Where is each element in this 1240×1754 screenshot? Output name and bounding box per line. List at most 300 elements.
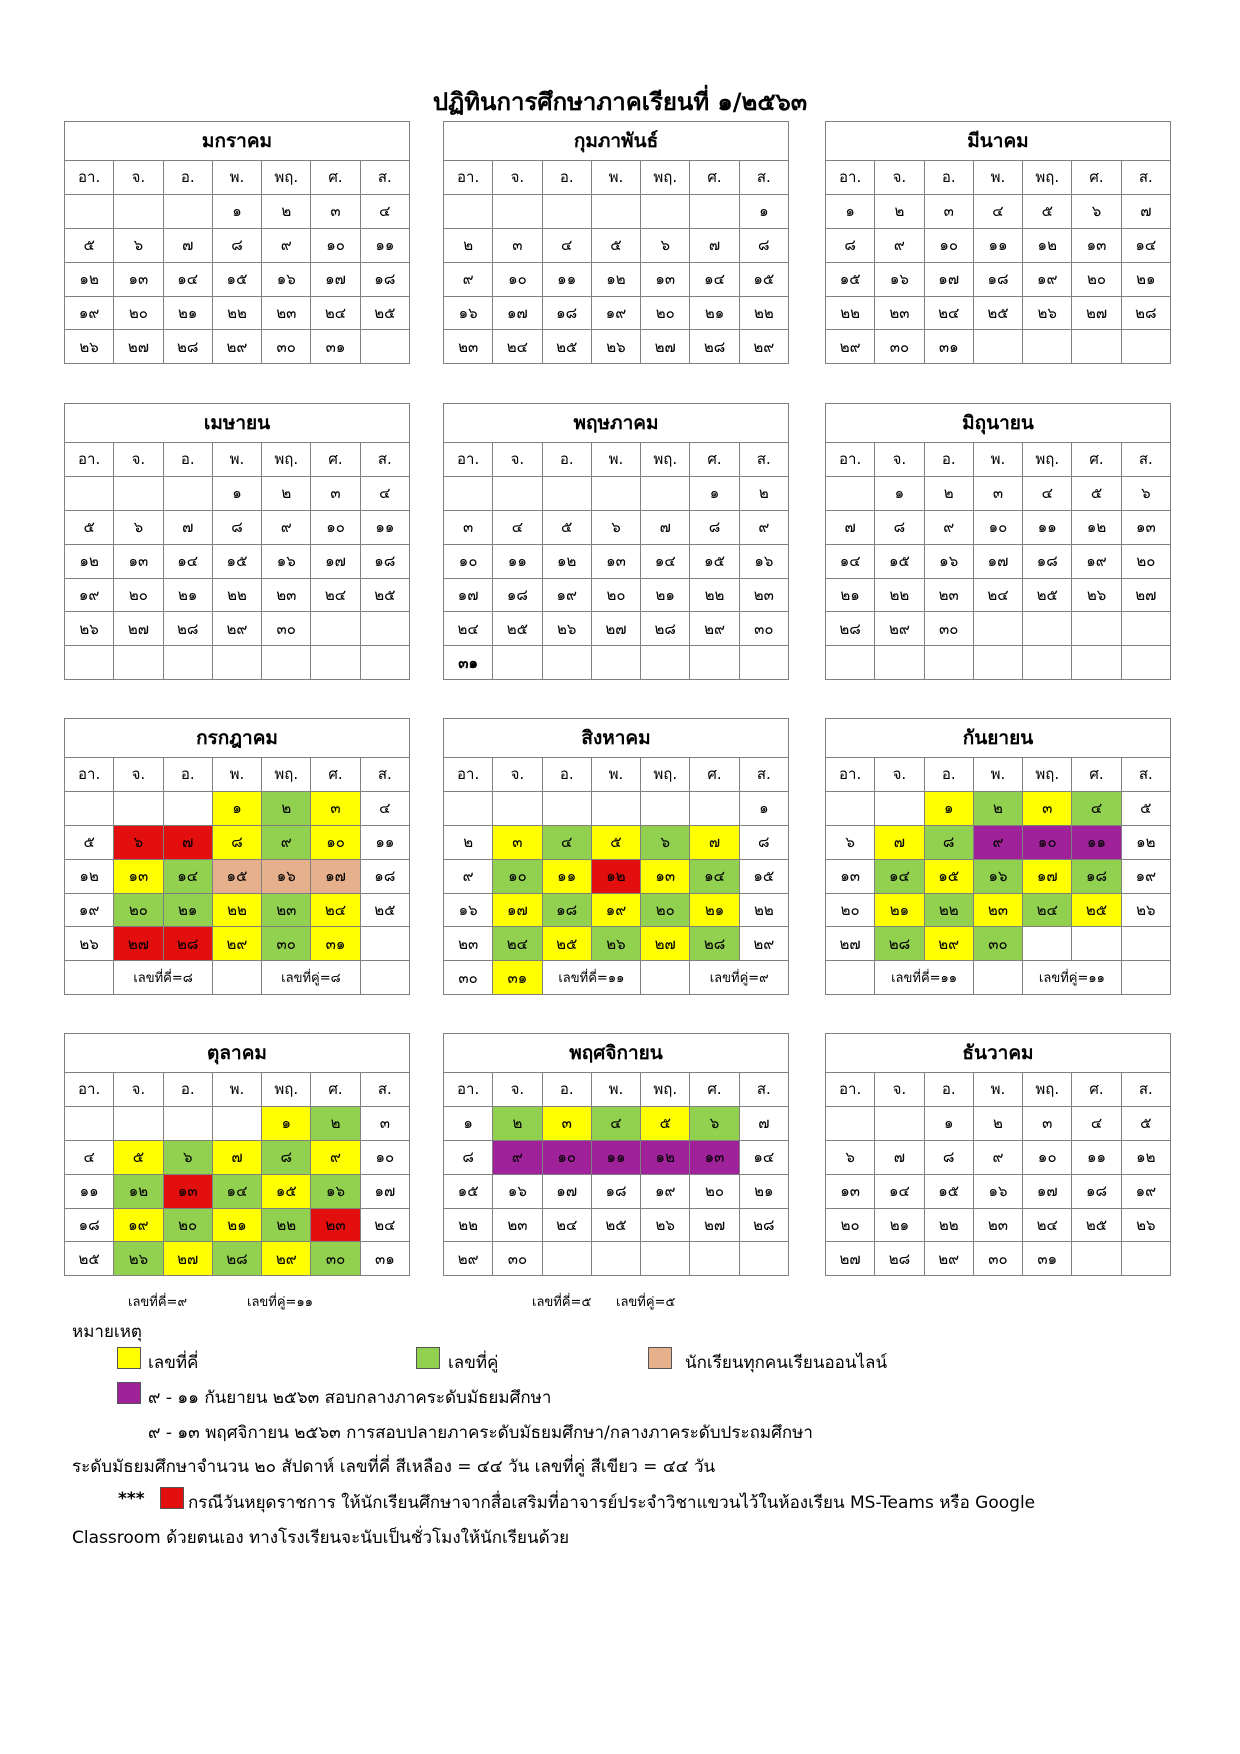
day-cell: ๑๒ (65, 544, 114, 578)
day-cell: ๖ (690, 1106, 739, 1140)
day-cell: ๒๗ (591, 612, 640, 646)
weekday-header: อ. (924, 758, 973, 792)
weekday-header: ศ. (690, 1073, 739, 1107)
day-cell: ๕ (1121, 791, 1170, 825)
day-cell: ๒๗ (641, 927, 690, 961)
day-cell: ๙ (493, 1140, 542, 1174)
legend-even: เลขที่คู่ (448, 1353, 499, 1373)
day-cell: ๑๐ (360, 1140, 409, 1174)
day-cell: ๑๕ (826, 262, 875, 296)
day-cell (114, 476, 163, 510)
day-cell: ๑๑ (1072, 1140, 1121, 1174)
day-cell: ๑๗ (311, 262, 360, 296)
empty-cell (973, 961, 1022, 995)
weekday-header: พ. (591, 1073, 640, 1107)
day-cell: ๒๑ (739, 1174, 788, 1208)
weekday-header: จ. (114, 758, 163, 792)
day-cell (262, 646, 311, 680)
day-cell: ๒๒ (924, 893, 973, 927)
day-cell: ๑ (444, 1106, 493, 1140)
day-cell: ๑๕ (875, 544, 924, 578)
weekday-header: อ. (924, 161, 973, 195)
day-cell: ๑๖ (262, 544, 311, 578)
day-cell: ๑๓ (1121, 510, 1170, 544)
weekday-header: พ. (973, 758, 1022, 792)
day-cell: ๒๕ (1072, 1208, 1121, 1242)
day-cell: ๒ (493, 1106, 542, 1140)
day-cell: ๒๙ (826, 330, 875, 364)
day-cell: ๒๙ (924, 1242, 973, 1276)
day-cell (591, 646, 640, 680)
day-cell: ๗ (739, 1106, 788, 1140)
day-cell: ๑๐ (311, 510, 360, 544)
legend-holiday: กรณีวันหยุดราชการ ให้นักเรียนศึกษาจากสื่อเสริมที่อาจารย์ประจำวิชาแขวนไว้ในห้องเรียน MS-Teams หรือ Google (188, 1493, 1036, 1513)
day-cell: ๒๕ (542, 927, 591, 961)
day-cell: ๓๐ (739, 612, 788, 646)
day-cell (114, 1106, 163, 1140)
day-cell (826, 791, 875, 825)
day-cell: ๓ (493, 228, 542, 262)
day-cell: ๑๒ (1023, 228, 1072, 262)
day-cell: ๔ (542, 228, 591, 262)
day-cell: ๑ (924, 1106, 973, 1140)
day-cell (690, 1242, 739, 1276)
day-cell: ๒๔ (360, 1208, 409, 1242)
day-cell: ๑๑ (1072, 825, 1121, 859)
day-cell: ๒๔ (924, 296, 973, 330)
day-cell: ๑๘ (493, 578, 542, 612)
day-cell (641, 791, 690, 825)
day-cell (591, 791, 640, 825)
day-cell (542, 791, 591, 825)
weekday-header: พฤ. (262, 758, 311, 792)
day-cell (493, 791, 542, 825)
day-cell (973, 330, 1022, 364)
day-cell: ๒ (311, 1106, 360, 1140)
day-cell: ๒๙ (212, 927, 261, 961)
day-cell (65, 1106, 114, 1140)
day-cell: ๒ (973, 791, 1022, 825)
weekday-header: พ. (212, 1073, 261, 1107)
day-cell: ๒๕ (493, 612, 542, 646)
day-cell: ๑๔ (690, 262, 739, 296)
day-cell: ๒๓ (973, 1208, 1022, 1242)
day-cell: ๑ (212, 194, 261, 228)
day-cell: ๑๒ (65, 859, 114, 893)
legend-midterm: ๙ - ๑๑ กันยายน ๒๕๖๓ สอบกลางภาคระดับมัธยมศึกษา (148, 1388, 552, 1408)
day-cell: ๒๘ (690, 330, 739, 364)
weekday-header: จ. (114, 1073, 163, 1107)
day-cell: ๒๓ (739, 578, 788, 612)
page-title: ปฏิทินการศึกษาภาคเรียนที่ ๑/๒๕๖๓ (432, 88, 808, 116)
day-cell: ๗ (690, 228, 739, 262)
day-cell: ๔ (360, 791, 409, 825)
day-cell: ๒๑ (1121, 262, 1170, 296)
day-cell: ๒ (444, 825, 493, 859)
legend-heading: หมายเหตุ (72, 1322, 142, 1342)
weekday-header: อา. (65, 1073, 114, 1107)
weekday-header: อา. (65, 758, 114, 792)
day-cell: ๒๘ (163, 927, 212, 961)
day-cell: ๑๗ (444, 578, 493, 612)
day-cell: ๑๔ (826, 544, 875, 578)
weekday-header: ศ. (311, 758, 360, 792)
day-cell: ๒๖ (1121, 893, 1170, 927)
day-cell: ๒๕ (973, 296, 1022, 330)
day-cell: ๑๙ (65, 296, 114, 330)
day-cell: ๘ (690, 510, 739, 544)
day-cell: ๒๙ (444, 1242, 493, 1276)
day-cell: ๑๖ (444, 893, 493, 927)
day-cell: ๔ (493, 510, 542, 544)
weekday-header: อา. (65, 443, 114, 477)
weekday-header: พฤ. (1023, 758, 1072, 792)
day-cell: ๓ (924, 194, 973, 228)
weekday-header: ส. (360, 758, 409, 792)
day-cell: ๓๑ (444, 646, 493, 680)
day-cell: ๓๐ (973, 927, 1022, 961)
day-cell: ๑๐ (1023, 825, 1072, 859)
weekday-header: พฤ. (1023, 443, 1072, 477)
weekday-header: จ. (875, 161, 924, 195)
day-cell: ๘ (212, 510, 261, 544)
day-cell: ๓๐ (262, 330, 311, 364)
day-cell: ๓๐ (875, 330, 924, 364)
day-cell: ๖ (114, 228, 163, 262)
weekday-header: อ. (924, 1073, 973, 1107)
day-cell: ๒๗ (1072, 296, 1121, 330)
day-cell: ๒๑ (163, 893, 212, 927)
legend-odd: เลขที่คี่ (148, 1353, 199, 1373)
day-cell (212, 646, 261, 680)
day-cell: ๑๙ (114, 1208, 163, 1242)
weekday-header: ส. (1121, 161, 1170, 195)
day-cell (360, 330, 409, 364)
day-cell: ๘ (212, 825, 261, 859)
day-cell: ๙ (973, 1140, 1022, 1174)
day-cell: ๘ (826, 228, 875, 262)
weekday-header: อ. (163, 758, 212, 792)
day-cell: ๑๘ (360, 262, 409, 296)
day-cell: ๑ (262, 1106, 311, 1140)
day-cell (739, 646, 788, 680)
weekday-header: จ. (875, 758, 924, 792)
day-cell: ๒๘ (875, 927, 924, 961)
weekday-header: ส. (360, 161, 409, 195)
day-cell: ๓๐ (493, 1242, 542, 1276)
note-even: เลขที่คู่=๑๑ (1023, 961, 1122, 995)
weekday-header: อา. (826, 161, 875, 195)
day-cell: ๑๐ (542, 1140, 591, 1174)
weekday-header: จ. (493, 1073, 542, 1107)
day-cell: ๑๖ (493, 1174, 542, 1208)
day-cell: ๑ (690, 476, 739, 510)
weekday-header: ส. (360, 1073, 409, 1107)
note-odd: เลขที่คี่=๘ (114, 961, 213, 995)
day-cell: ๒๕ (65, 1242, 114, 1276)
day-cell: ๒๓ (262, 296, 311, 330)
day-cell: ๙ (444, 859, 493, 893)
weekday-header: พฤ. (1023, 161, 1072, 195)
day-cell: ๑๒ (1072, 510, 1121, 544)
day-cell: ๘ (739, 228, 788, 262)
legend-final: ๙ - ๑๓ พฤศจิกายน ๒๕๖๓ การสอบปลายภาคระดับมัธยมศึกษา/กลางภาคระดับประถมศึกษา (148, 1423, 813, 1443)
day-cell: ๕ (1121, 1106, 1170, 1140)
note-even: เลขที่คู่=๘ (262, 961, 361, 995)
day-cell: ๑๕ (212, 262, 261, 296)
day-cell: ๒๗ (641, 330, 690, 364)
month-name: กันยายน (826, 719, 1171, 758)
empty-cell (1121, 961, 1170, 995)
day-cell: ๒๖ (591, 330, 640, 364)
day-cell: ๑๑ (973, 228, 1022, 262)
day-cell (114, 646, 163, 680)
weekday-header: อา. (826, 443, 875, 477)
day-cell: ๒๕ (1072, 893, 1121, 927)
day-cell: ๒ (262, 791, 311, 825)
day-cell: ๖ (591, 510, 640, 544)
day-cell (65, 476, 114, 510)
day-cell: ๒๑ (875, 1208, 924, 1242)
day-cell: ๑๗ (311, 544, 360, 578)
weekday-header: ศ. (1072, 443, 1121, 477)
weekday-header: พ. (591, 758, 640, 792)
day-cell: ๑๘ (360, 544, 409, 578)
day-cell: ๔ (591, 1106, 640, 1140)
weekday-header: ส. (360, 443, 409, 477)
day-cell: ๒๘ (163, 612, 212, 646)
weekday-header: อา. (444, 1073, 493, 1107)
day-cell: ๑๗ (1023, 859, 1072, 893)
month-name: เมษายน (65, 404, 410, 443)
month-name: พฤษภาคม (444, 404, 789, 443)
day-cell (493, 476, 542, 510)
day-cell: ๒๔ (1023, 893, 1072, 927)
day-cell: ๒๖ (65, 330, 114, 364)
day-cell: ๒๑ (641, 578, 690, 612)
day-cell (1121, 612, 1170, 646)
day-cell (591, 1242, 640, 1276)
day-cell: ๑๙ (591, 893, 640, 927)
day-cell: ๒๔ (444, 612, 493, 646)
day-cell: ๒๔ (311, 296, 360, 330)
day-cell: ๒๘ (1121, 296, 1170, 330)
day-cell: ๑๘ (360, 859, 409, 893)
day-cell: ๓ (444, 510, 493, 544)
day-cell: ๑๙ (65, 578, 114, 612)
day-cell (739, 1242, 788, 1276)
weekday-header: ส. (1121, 443, 1170, 477)
day-cell (360, 927, 409, 961)
day-cell (311, 612, 360, 646)
weekday-header: ศ. (690, 758, 739, 792)
legend-holiday-cont: Classroom ด้วยตนเอง ทางโรงเรียนจะนับเป็นชั่วโมงให้นักเรียนด้วย (72, 1528, 570, 1548)
day-cell: ๗ (826, 510, 875, 544)
november-note-odd: เลขที่คี่=๕ (532, 1295, 592, 1310)
day-cell: ๒๒ (924, 1208, 973, 1242)
day-cell: ๑๙ (65, 893, 114, 927)
day-cell: ๘ (262, 1140, 311, 1174)
day-cell: ๒๗ (114, 612, 163, 646)
day-cell: ๒๑ (690, 893, 739, 927)
month-name: มกราคม (65, 122, 410, 161)
day-cell (875, 1106, 924, 1140)
day-cell: ๑๔ (641, 544, 690, 578)
day-cell: ๒๓ (973, 893, 1022, 927)
day-cell (493, 194, 542, 228)
weekday-header: จ. (493, 161, 542, 195)
weekday-header: ศ. (311, 1073, 360, 1107)
day-cell: ๒๘ (163, 330, 212, 364)
weekday-header: พฤ. (641, 443, 690, 477)
day-cell: ๑๔ (212, 1174, 261, 1208)
day-cell: ๒๑ (875, 893, 924, 927)
day-cell: ๑๙ (1072, 544, 1121, 578)
day-cell: ๑๓ (114, 544, 163, 578)
day-cell: ๒๖ (641, 1208, 690, 1242)
day-cell: ๑๒ (1121, 825, 1170, 859)
weekday-header: พ. (212, 161, 261, 195)
empty-cell (826, 961, 875, 995)
legend-swatch-odd (117, 1347, 141, 1369)
day-cell: ๑๓ (163, 1174, 212, 1208)
day-cell: ๑๕ (212, 859, 261, 893)
day-cell: ๑ (212, 476, 261, 510)
day-cell: ๑๐ (973, 510, 1022, 544)
day-cell: ๒๔ (1023, 1208, 1072, 1242)
day-cell: ๗ (212, 1140, 261, 1174)
day-cell: ๒๒ (875, 578, 924, 612)
weekday-header: อ. (542, 758, 591, 792)
day-cell: ๑๐ (924, 228, 973, 262)
day-cell: ๑ (212, 791, 261, 825)
day-cell: ๑๐ (493, 262, 542, 296)
day-cell: ๒๓ (875, 296, 924, 330)
day-cell: ๓ (360, 1106, 409, 1140)
day-cell (1121, 1242, 1170, 1276)
day-cell: ๑๓ (114, 262, 163, 296)
empty-cell (65, 961, 114, 995)
weekday-header: ศ. (1072, 1073, 1121, 1107)
day-cell: ๒๖ (114, 1242, 163, 1276)
day-cell: ๑๙ (1121, 1174, 1170, 1208)
day-cell: ๒๒ (826, 296, 875, 330)
day-cell: ๒๗ (114, 330, 163, 364)
day-cell: ๒ (973, 1106, 1022, 1140)
day-cell: ๑๔ (875, 859, 924, 893)
day-cell: ๑๘ (1072, 859, 1121, 893)
day-cell: ๒๑ (163, 296, 212, 330)
day-cell: ๑๖ (973, 859, 1022, 893)
month-calendar (443, 121, 789, 364)
weekday-header: ศ. (690, 161, 739, 195)
day-cell: ๒๕ (1023, 578, 1072, 612)
day-cell: ๒๖ (1121, 1208, 1170, 1242)
day-cell: ๑๕ (690, 544, 739, 578)
day-cell: ๑๘ (1023, 544, 1072, 578)
weekday-header: พฤ. (1023, 1073, 1072, 1107)
day-cell: ๘ (739, 825, 788, 859)
day-cell: ๕ (591, 825, 640, 859)
day-cell: ๑๖ (444, 296, 493, 330)
day-cell: ๓๐ (444, 961, 493, 995)
day-cell: ๑ (875, 476, 924, 510)
day-cell: ๒๕ (360, 578, 409, 612)
day-cell: ๑ (739, 194, 788, 228)
day-cell: ๗ (690, 825, 739, 859)
note-odd: เลขที่คี่=๑๑ (875, 961, 974, 995)
day-cell: ๗ (163, 228, 212, 262)
day-cell: ๔ (360, 194, 409, 228)
day-cell: ๒๖ (591, 927, 640, 961)
day-cell: ๘ (924, 1140, 973, 1174)
day-cell (1072, 612, 1121, 646)
day-cell (690, 194, 739, 228)
legend-summary: ระดับมัธยมศึกษาจำนวน ๒๐ สัปดาห์ เลขที่คี่ สีเหลือง = ๔๔ วัน เลขที่คู่ สีเขียว = ๔๔ วัน (72, 1457, 716, 1477)
day-cell (212, 1106, 261, 1140)
day-cell (1121, 646, 1170, 680)
day-cell (924, 646, 973, 680)
day-cell: ๑๕ (212, 544, 261, 578)
day-cell: ๙ (739, 510, 788, 544)
day-cell: ๓๐ (262, 612, 311, 646)
weekday-header: อ. (924, 443, 973, 477)
day-cell: ๒๗ (163, 1242, 212, 1276)
day-cell: ๒๒ (262, 1208, 311, 1242)
day-cell: ๑๔ (163, 859, 212, 893)
day-cell: ๑๔ (690, 859, 739, 893)
day-cell (311, 646, 360, 680)
day-cell: ๑ (826, 194, 875, 228)
day-cell: ๑ (739, 791, 788, 825)
month-calendar (443, 1033, 789, 1276)
day-cell (114, 194, 163, 228)
weekday-header: ศ. (311, 443, 360, 477)
month-calendar (825, 403, 1171, 680)
day-cell: ๑๗ (973, 544, 1022, 578)
day-cell (65, 646, 114, 680)
day-cell (875, 646, 924, 680)
october-note-even: เลขที่คู่=๑๑ (247, 1295, 313, 1310)
day-cell: ๒๒ (212, 296, 261, 330)
day-cell: ๑๔ (1121, 228, 1170, 262)
day-cell: ๑๕ (739, 262, 788, 296)
day-cell (542, 194, 591, 228)
day-cell (591, 194, 640, 228)
weekday-header: จ. (493, 758, 542, 792)
day-cell: ๕ (641, 1106, 690, 1140)
day-cell: ๒๖ (65, 927, 114, 961)
weekday-header: ส. (739, 758, 788, 792)
day-cell: ๑๒ (591, 262, 640, 296)
day-cell: ๘ (924, 825, 973, 859)
legend-swatch-even (416, 1347, 440, 1369)
day-cell: ๓ (542, 1106, 591, 1140)
day-cell: ๑๘ (542, 893, 591, 927)
day-cell (163, 194, 212, 228)
day-cell: ๖ (641, 825, 690, 859)
day-cell: ๒๙ (262, 1242, 311, 1276)
day-cell: ๑๑ (360, 825, 409, 859)
weekday-header: พ. (212, 443, 261, 477)
weekday-header: อา. (826, 758, 875, 792)
weekday-header: อา. (444, 161, 493, 195)
day-cell: ๙ (262, 825, 311, 859)
weekday-header: ศ. (311, 161, 360, 195)
day-cell: ๑๘ (65, 1208, 114, 1242)
weekday-header: พฤ. (262, 161, 311, 195)
day-cell: ๘ (875, 510, 924, 544)
